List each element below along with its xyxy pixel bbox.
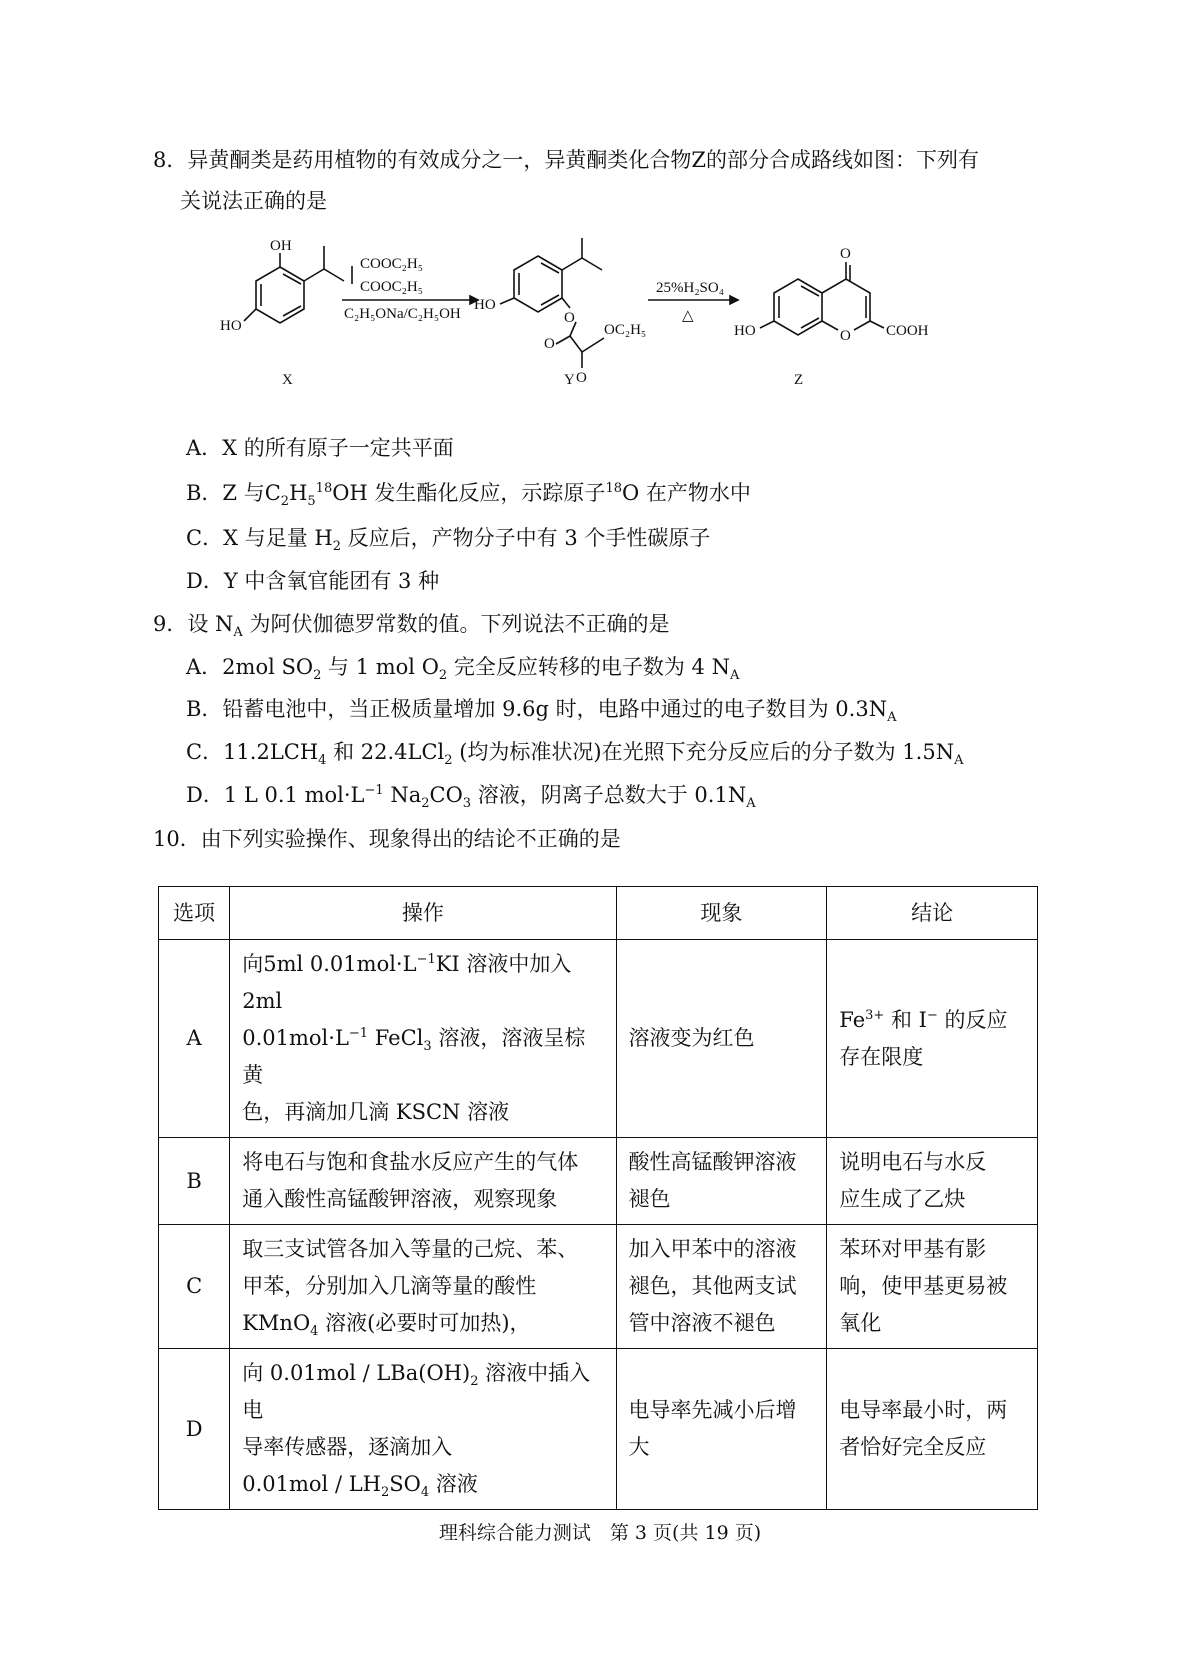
row-a-conclusion: $Fe^{3+}$ 和 I− 的反应 存在限度	[827, 940, 1038, 1138]
q8-option-c: C．X 与足量 $H_2$ 反应后，产物分子中有 3 个手性碳原子	[186, 526, 711, 555]
row-c-option: C	[159, 1225, 230, 1349]
page-footer: 理科综合能力测试 第 3 页(共 19 页)	[438, 1522, 762, 1544]
acid-reagent: 25%H₂SO₄	[656, 280, 724, 296]
label-y: Y	[564, 372, 575, 388]
table-row	[159, 1225, 1038, 1349]
q9-option-d: D．1 L 0.1 $mol\cdot L^{-1}$ $Na_2CO_3$ 溶液，阴离子总数大于 $0.1N_A$	[186, 783, 756, 812]
z-benzene-ring	[774, 279, 822, 335]
y-benzene-ring	[514, 256, 562, 312]
table-row	[159, 1349, 1038, 1510]
header-option: 选项	[159, 887, 230, 940]
reagent-bottom: C₂H₅ONa/C₂H₅OH	[344, 306, 461, 322]
row-a-operation: 向5ml $0.01mol\cdot L^{-1}KI$ 溶液中加入 2ml $0.01mol\cdot L^{-1}$ FeCl$_3$ 溶液，溶液呈棕黄 色，再滴加几滴 KSCN 溶液	[230, 940, 616, 1138]
z-cooh-label: COOH	[886, 323, 929, 339]
row-b-option: B	[159, 1138, 230, 1225]
x-benzene-ring	[256, 267, 304, 323]
y-carbonyl-o-1: O	[544, 336, 555, 352]
header-conclusion: 结论	[827, 887, 1038, 940]
x-ho-label: HO	[220, 318, 242, 334]
row-c-phenomenon: 加入甲苯中的溶液 褪色，其他两支试 管中溶液不褪色	[616, 1225, 827, 1349]
q9-stem: 9．设 $N_A$ 为阿伏伽德罗常数的值。下列说法不正确的是	[153, 612, 670, 641]
row-a-phenomenon: 溶液变为红色	[616, 940, 827, 1138]
row-d-operation: 向 $0.01mol / LBa(OH)_2$ 溶液中插入电 导率传感器，逐滴加入 $0.01mol / LH_2SO_4$ 溶液	[230, 1349, 616, 1510]
row-b-conclusion: 说明电石与水反 应生成了乙炔	[827, 1138, 1038, 1225]
experiment-table	[158, 886, 1038, 1510]
row-c-conclusion: 苯环对甲基有影 响，使甲基更易被 氧化	[827, 1225, 1038, 1349]
row-d-conclusion: 电导率最小时，两 者恰好完全反应	[827, 1349, 1038, 1510]
q8-option-a: A．X 的所有原子一定共平面	[186, 436, 454, 460]
q8-stem-line2: 关说法正确的是	[180, 189, 327, 213]
row-d-option: D	[159, 1349, 230, 1510]
row-a-option: A	[159, 940, 230, 1138]
z-ring-o: O	[840, 328, 851, 344]
y-ether-o-label: O	[564, 310, 575, 326]
z-ho-label: HO	[734, 323, 756, 339]
header-phenomenon: 现象	[616, 887, 827, 940]
row-d-phenomenon: 电导率先减小后增 大	[616, 1349, 827, 1510]
table-header-row	[159, 887, 1038, 940]
synthesis-scheme	[220, 236, 980, 396]
reagent-top-2: COOC₂H₅	[360, 279, 423, 295]
row-b-phenomenon: 酸性高锰酸钾溶液 褪色	[616, 1138, 827, 1225]
q10-stem: 10．由下列实验操作、现象得出的结论不正确的是	[153, 827, 621, 851]
y-ester-label: OC₂H₅	[604, 322, 647, 338]
q8-option-d: D．Y 中含氧官能团有 3 种	[186, 569, 440, 593]
q9-option-c: C．$11.2LCH_4$ 和 22.4LCl$_2$ (均为标准状况)在光照下充分反应后的分子数为 $1.5N_A$	[186, 740, 964, 769]
z-pyranone-ring	[822, 279, 870, 330]
heat-symbol: △	[682, 308, 694, 324]
label-z: Z	[794, 372, 804, 388]
q9-option-b: B．铅蓄电池中，当正极质量增加 9.6g 时，电路中通过的电子数目为 $0.3N_A$	[186, 697, 897, 726]
z-carbonyl-o: O	[840, 246, 851, 262]
q8-option-b: B．Z 与$C_2H_5^{18}OH$ 发生酯化反应，示踪原子$^{18}$O 在产物水中	[186, 481, 751, 510]
x-oh-label: OH	[270, 238, 292, 254]
q9-option-a: A．2mol $SO_2$ 与 1 mol $O_2$ 完全反应转移的电子数为 4 $N_A$	[186, 655, 740, 684]
reagent-top-1: COOC₂H₅	[360, 256, 423, 272]
row-b-operation: 将电石与饱和食盐水反应产生的气体 通入酸性高锰酸钾溶液，观察现象	[230, 1138, 616, 1225]
label-x: X	[282, 372, 293, 388]
q8-stem-line1: 8．异黄酮类是药用植物的有效成分之一，异黄酮类化合物Z的部分合成路线如图：下列有	[153, 148, 979, 172]
y-carbonyl-o-2: O	[576, 370, 587, 386]
table-row	[159, 1138, 1038, 1225]
y-ho-label: HO	[474, 297, 496, 313]
header-operation: 操作	[230, 887, 616, 940]
row-c-operation: 取三支试管各加入等量的己烷、苯、 甲苯，分别加入几滴等量的酸性 KMnO$_4$ 溶液(必要时可加热)，	[230, 1225, 616, 1349]
table-row	[159, 940, 1038, 1138]
